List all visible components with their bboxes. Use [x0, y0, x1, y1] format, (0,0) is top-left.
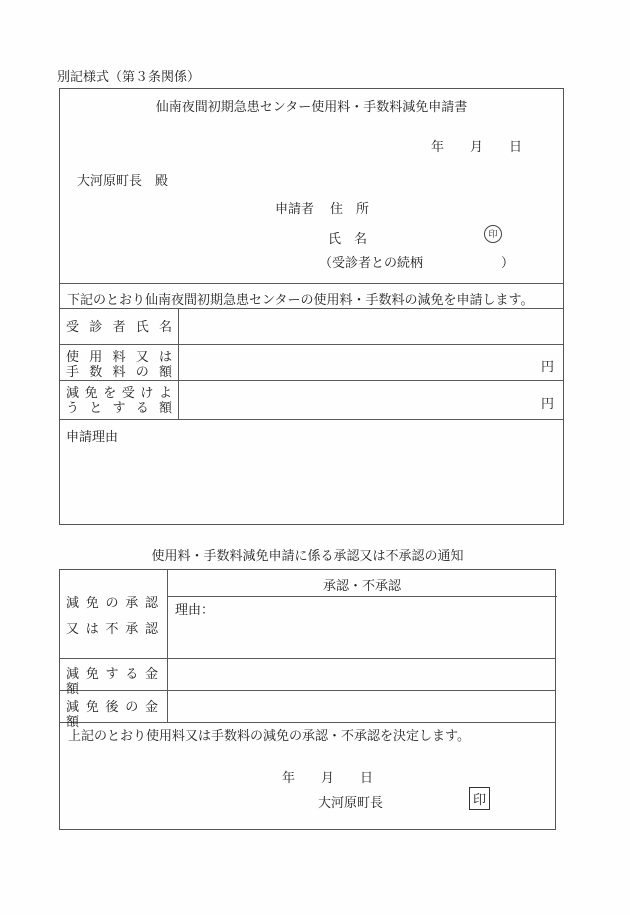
after-amount-label: 減 免 後 の 金 額	[66, 699, 158, 729]
divider-line	[167, 596, 557, 597]
divider-line	[60, 308, 563, 309]
notice-title: 使用料・手数料減免申請に係る承認又は不承認の通知	[151, 548, 464, 563]
exempt-amount-label: 減 免 す る 金 額	[66, 666, 158, 696]
patient-name-cell	[185, 311, 555, 341]
exemption-unit-label: 円	[540, 396, 554, 411]
divider-line	[60, 344, 563, 345]
divider-line	[60, 658, 555, 659]
divider-line	[60, 283, 563, 284]
fee-unit-label: 円	[540, 359, 554, 374]
approval-header-label: 承認・不承認	[322, 578, 401, 593]
notice-date-line: 年 月 日	[282, 770, 374, 785]
exemption-amount-label: 減 免 を 受 け よ う と す る 額	[66, 385, 172, 415]
application-reason-label: 申請理由	[66, 429, 119, 444]
divider-line	[60, 380, 563, 381]
divider-line	[178, 308, 179, 419]
notice-table-box	[59, 569, 556, 830]
patient-name-label: 受 診 者 氏 名	[66, 319, 172, 334]
notice-signer-label: 大河原町長	[318, 795, 384, 810]
applicant-address-label: 住 所	[330, 201, 370, 216]
relation-label: （受診者との続柄 ）	[319, 255, 515, 270]
application-title: 仙南夜間初期急患センター使用料・手数料減免申請書	[155, 99, 468, 114]
form-designation-label: 別記様式（第３条関係）	[57, 69, 201, 84]
application-statement: 下記のとおり仙南夜間初期急患センターの使用料・手数料の減免を申請します。	[67, 292, 534, 307]
decision-reason-label: 理由：	[175, 602, 215, 617]
approval-decision-label: 減 免 の 承 認 又 は 不 承 認	[66, 595, 158, 636]
applicant-label: 申請者	[275, 201, 315, 216]
decision-seal-icon: 印	[469, 787, 490, 810]
fee-amount-label: 使 用 料 又 は 手 数 料 の 額	[66, 349, 172, 379]
divider-line	[60, 419, 563, 420]
notice-statement: 上記のとおり使用料又は手数料の減免の承認・不承認を決定します。	[68, 728, 470, 743]
addressee-label: 大河原町長 殿	[77, 173, 169, 188]
applicant-name-label: 氏 名	[328, 231, 368, 246]
application-date-line: 年 月 日	[430, 139, 522, 154]
applicant-seal-icon: 印	[484, 225, 502, 243]
application-form-box	[59, 88, 564, 525]
